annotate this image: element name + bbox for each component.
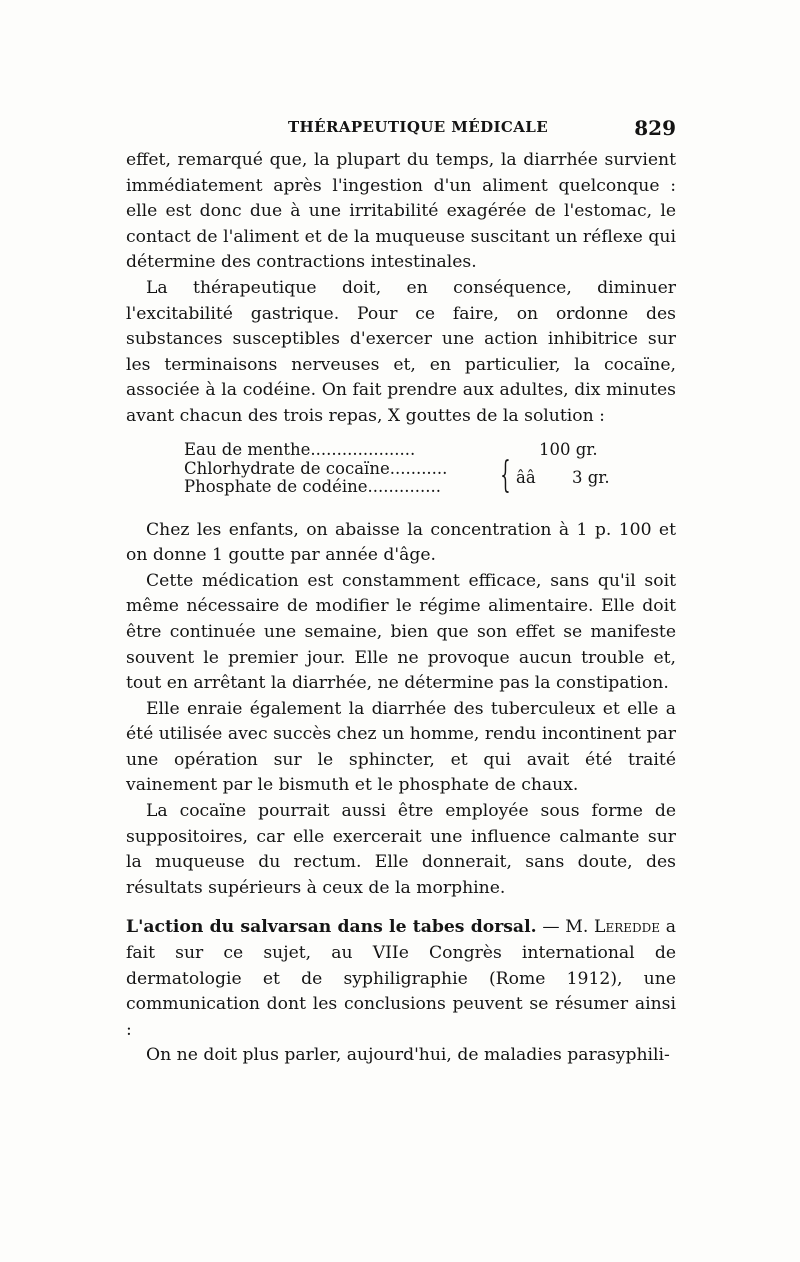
paragraph: effet, remarqué que, la plupart du temps, la diarrhée survient immédiatement après l'ingestion d'un aliment quelconque : elle est donc due à une irritabilité exagérée de l'estomac, le contact de l'aliment et de la muqueuse suscitant un réflexe qui détermine des contractions intestinales. — [126, 150, 676, 273]
prescription-formula — [184, 440, 676, 510]
recipe-aa: ââ — [516, 467, 536, 487]
paragraph: La cocaïne pourrait aussi être employée sous forme de suppositoires, car elle exercerait une influence calmante sur la muqueuse du rectum. Elle donnerait, sans doute, des résultats supérieurs à ceux de la morphine. — [126, 801, 676, 898]
page-header — [126, 116, 676, 140]
section-paragraph — [126, 915, 676, 1043]
page-number: 829 — [634, 116, 676, 140]
brace-icon: { — [500, 454, 511, 496]
section-text: a fait sur ce sujet, au VIIe Congrès international de dermatologie et de syphiligraphie (Rome 1912), une communication dont les conclusions peuvent se résumer ainsi : — [126, 917, 677, 1040]
paragraph: On ne doit plus parler, aujourd'hui, de maladies parasyphili- — [146, 1045, 670, 1066]
paragraph: Chez les enfants, on abaisse la concentration à 1 p. 100 et on donne 1 goutte par année d'âge. — [126, 519, 676, 566]
author-name: Leredde — [594, 917, 661, 938]
recipe-line-2-name: Chlorhydrate de cocaïne........... — [184, 458, 448, 478]
paragraph: Cette médication est constamment efficace, sans qu'il soit même nécessaire de modifier le régime alimentaire. Elle doit être continuée une semaine, bien que son effet se manifeste souvent le premier jour. Elle ne provoque aucun trouble et, tout en arrêtant la diarrhée, ne détermine pas la constipation. — [126, 570, 676, 694]
recipe-line-1-name: Eau de menthe.................... — [184, 439, 416, 459]
recipe-line-3-name: Phosphate de codéine.............. — [184, 476, 441, 496]
recipe-line-2-3-quantity: 3 gr. — [572, 467, 610, 487]
paragraph: Elle enraie également la diarrhée des tuberculeux et elle a été utilisée avec succès chez un homme, rendu incontinent par une opération sur le sphincter, et qui avait été traité vainement par le bismuth et le phosphate de chaux. — [126, 698, 676, 796]
running-head: THÉRAPEUTIQUE MÉDICALE — [288, 118, 549, 136]
paragraph: La thérapeutique doit, en conséquence, diminuer l'excitabilité gastrique. Pour ce faire, on ordonne des substances susceptibles d'exercer une action inhibitrice sur les terminaisons nerveuses et, en particulier, la cocaïne, associée à la codéine. On fait prendre aux adultes, dix minutes avant chacun des trois repas, X gouttes de la solution : — [126, 277, 676, 426]
section-gap — [126, 901, 676, 915]
page-body — [126, 148, 676, 1069]
recipe-line-1-quantity: 100 gr. — [539, 439, 598, 459]
section-title: L'action du salvarsan dans le tabes dorsal. — [126, 917, 537, 938]
section-dash: — M. — [536, 917, 595, 938]
